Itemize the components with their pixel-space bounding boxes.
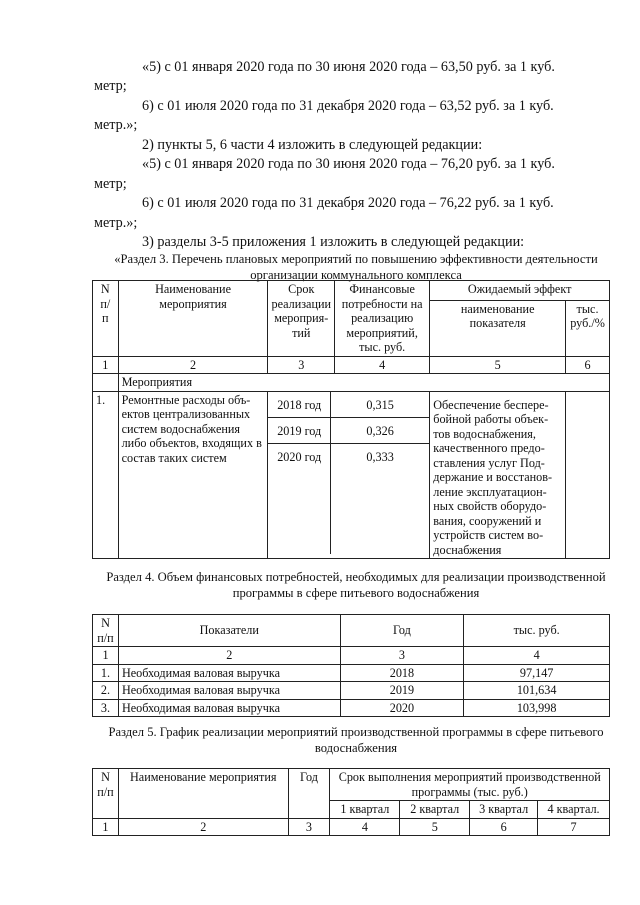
row-num: 3.: [93, 699, 119, 717]
header-quarter: 2 квартал: [400, 801, 470, 819]
section4-title: Раздел 4. Объем финансовых потребностей, необходимых для реализации производственной программы в сфере питьевого водоснабжения: [106, 570, 606, 600]
colnum-cell: 4: [335, 356, 430, 374]
row-year: 2020: [340, 699, 464, 717]
year-cell: 2020 год: [268, 444, 330, 554]
colnum-cell: 5: [430, 356, 566, 374]
header-indicator: наименование показателя: [430, 300, 566, 356]
paragraph-line: 6) с 01 июля 2020 года по 31 декабря 2020 года – 63,52 руб. за 1 куб.: [142, 98, 554, 114]
section3-title: «Раздел 3. Перечень плановых мероприятий по повышению эффективности деятельности организации коммунального комплекса: [114, 252, 598, 282]
colnum-cell: 3: [288, 818, 330, 836]
header-value: тыс. руб.: [464, 615, 610, 647]
colnum-cell: 2: [118, 647, 340, 665]
group-label: Мероприятия: [118, 374, 609, 392]
colnum-cell: 4: [330, 818, 400, 836]
row-value: 97,147: [464, 664, 610, 682]
row-effect: Обеспечение беспере- бойной работы объек- тов водоснабжения, качественного предо- ставления услуг Под- держание и восстанов- ление эксплуатацион- ных свойств оборудо- вания, сооружений и устройств систем во- доснабжения: [430, 391, 566, 559]
row-name: Необходимая валовая выручка: [118, 664, 340, 682]
header-term: Срок реализации мероприя- тий: [268, 281, 335, 357]
header-quarter: 3 квартал: [470, 801, 538, 819]
colnum-cell: 3: [268, 356, 335, 374]
header-num: N п/п: [93, 769, 119, 819]
colnum-cell: 6: [566, 356, 610, 374]
colnum-cell: 6: [470, 818, 538, 836]
row-year: 2018: [340, 664, 464, 682]
colnum-cell: 2: [118, 818, 288, 836]
section5-title: Раздел 5. График реализации мероприятий производственной программы в сфере питьевого водоснабжения: [108, 725, 604, 755]
empty-cell: [566, 391, 610, 559]
paragraph-line: 2) пункты 5, 6 части 4 изложить в следующей редакции:: [142, 137, 483, 153]
row-year: 2019: [340, 682, 464, 700]
paragraph-line: метр;: [94, 78, 127, 94]
year-cell: 2019 год: [268, 418, 330, 444]
paragraph-line: метр.»;: [94, 117, 138, 133]
paragraph-line: [94, 58, 614, 76]
header-unit: тыс. руб./%: [566, 300, 610, 356]
row-name: Необходимая валовая выручка: [118, 682, 340, 700]
row-name: Необходимая валовая выручка: [118, 699, 340, 717]
header-quarter: 1 квартал: [330, 801, 400, 819]
colnum-cell: 4: [464, 647, 610, 665]
table-row: [93, 699, 610, 717]
years-values-cell: [268, 391, 430, 559]
row-name: Ремонтные расходы объ- ектов централизованных систем водоснабжения либо объектов, входящих в состав таких систем: [118, 391, 268, 559]
paragraph-line: метр;: [94, 176, 127, 192]
row-value: 103,998: [464, 699, 610, 717]
section4-table: [92, 614, 610, 717]
colnum-cell: 7: [538, 818, 610, 836]
empty-cell: [93, 374, 119, 392]
row-num: 1.: [93, 391, 119, 559]
value-cell: 0,333: [330, 444, 429, 554]
paragraph-line: «5) с 01 января 2020 года по 30 июня 2020 года – 76,20 руб. за 1 куб.: [142, 156, 555, 172]
header-name: Наименование мероприятия: [118, 281, 268, 357]
colnum-cell: 1: [93, 356, 119, 374]
row-num: 1.: [93, 664, 119, 682]
colnum-cell: 3: [340, 647, 464, 665]
colnum-cell: 2: [118, 356, 268, 374]
table-row: [93, 664, 610, 682]
header-num: N п/ п: [93, 281, 119, 357]
colnum-cell: 5: [400, 818, 470, 836]
section3-table: [92, 280, 610, 559]
header-year: Год: [340, 615, 464, 647]
header-finance: Финансовые потребности на реализацию мероприятий, тыс. руб.: [335, 281, 430, 357]
paragraph-line: метр.»;: [94, 215, 138, 231]
header-term: Срок выполнения мероприятий производственной программы (тыс. руб.): [330, 769, 610, 801]
table-row: [93, 682, 610, 700]
header-effect: Ожидаемый эффект: [430, 281, 610, 301]
value-cell: 0,326: [330, 418, 429, 444]
years-values-table: [268, 392, 429, 554]
row-value: 101,634: [464, 682, 610, 700]
header-quarter: 4 квартал.: [538, 801, 610, 819]
value-cell: 0,315: [330, 392, 429, 418]
paragraph-line: 6) с 01 июля 2020 года по 31 декабря 2020 года – 76,22 руб. за 1 куб.: [142, 195, 554, 211]
header-year: Год: [288, 769, 330, 819]
colnum-cell: 1: [93, 818, 119, 836]
paragraph-line: 3) разделы 3-5 приложения 1 изложить в следующей редакции:: [142, 234, 525, 250]
row-num: 2.: [93, 682, 119, 700]
text-line: «5) с 01 января 2020 года по 30 июня 2020 года – 63,50 руб. за 1 куб.: [142, 59, 555, 75]
year-cell: 2018 год: [268, 392, 330, 418]
section5-table: [92, 768, 610, 836]
header-name: Наименование мероприятия: [118, 769, 288, 819]
header-num: N п/п: [93, 615, 119, 647]
header-indicators: Показатели: [118, 615, 340, 647]
colnum-cell: 1: [93, 647, 119, 665]
